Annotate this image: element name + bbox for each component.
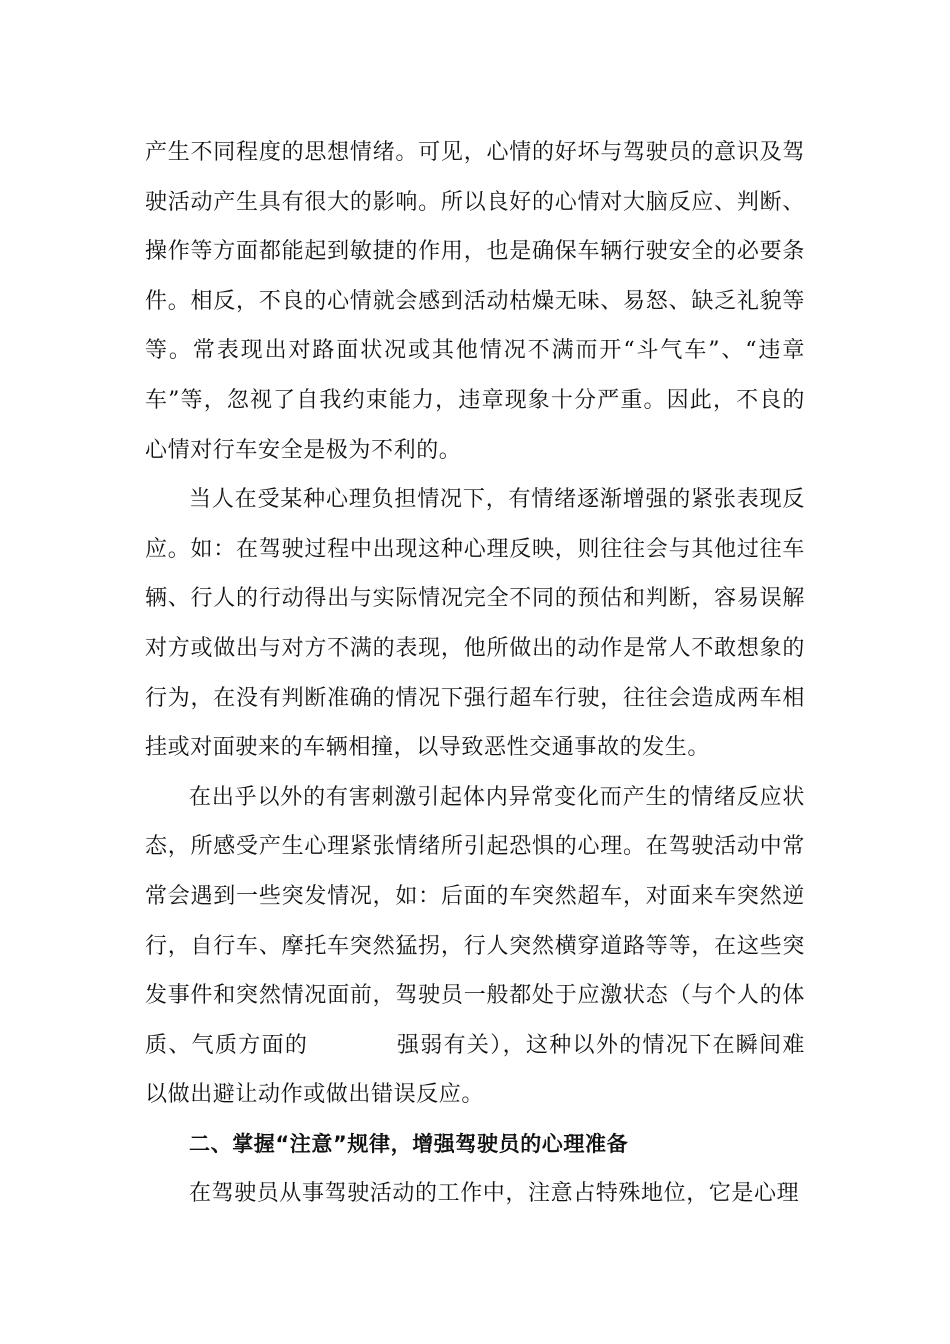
paragraph-3-part-2: 强弱有关），这种以外的情况下在瞬间难以做出避让动作或做出错误反应。 bbox=[145, 1032, 806, 1108]
paragraph-1: 产生不同程度的思想情绪。可见，心情的好坏与驾驶员的意识及驾驶活动产生具有很大的影响。所以良好的心情对大脑反应、判断、操作等方面都能起到敏捷的作用，也是确保车辆行驶安全的必要条件。相反，不良的心情就会感到活动枯燥无味、易怒、缺乏礼貌等等。常表现出对路面状况或其他情况不满而开“斗气车”、“违章车”等，忽视了自我约束能力，违章现象十分严重。因此，不良的心情对行车安全是极为不利的。 bbox=[145, 140, 805, 463]
paragraph-3-part-1: 在出乎以外的有害刺激引起体内异常变化而产生的情绪反应状态，所感受产生心理紧张情绪所引起恐惧的心理。在驾驶活动中常常会遇到一些突发情况，如：后面的车突然超车，对面来车突然逆行，自行车、摩托车突然猛拐，行人突然横穿道路等等，在这些突发事件和突然情况面前，驾驶员一般都处于应激状态（与个人的体质、气质方面的 bbox=[145, 784, 805, 1058]
paragraph-3 bbox=[145, 773, 805, 1120]
document-body bbox=[145, 128, 805, 1219]
section-heading: 二、掌握“注意”规律，增强驾驶员的心理准备 bbox=[189, 1131, 629, 1156]
paragraph-2: 当人在受某种心理负担情况下，有情绪逐渐增强的紧张表现反应。如：在驾驶过程中出现这种心理反映，则往往会与其他过往车辆、行人的行动得出与实际情况完全不同的预估和判断，容易误解对方或做出与对方不满的表现，他所做出的动作是常人不敢想象的行为，在没有判断准确的情况下强行超车行驶，往往会造成两车相挂或对面驶来的车辆相撞，以导致恶性交通事故的发生。 bbox=[145, 487, 805, 761]
paragraph-4: 在驾驶员从事驾驶活动的工作中，注意占特殊地位，它是心理 bbox=[189, 1181, 800, 1207]
